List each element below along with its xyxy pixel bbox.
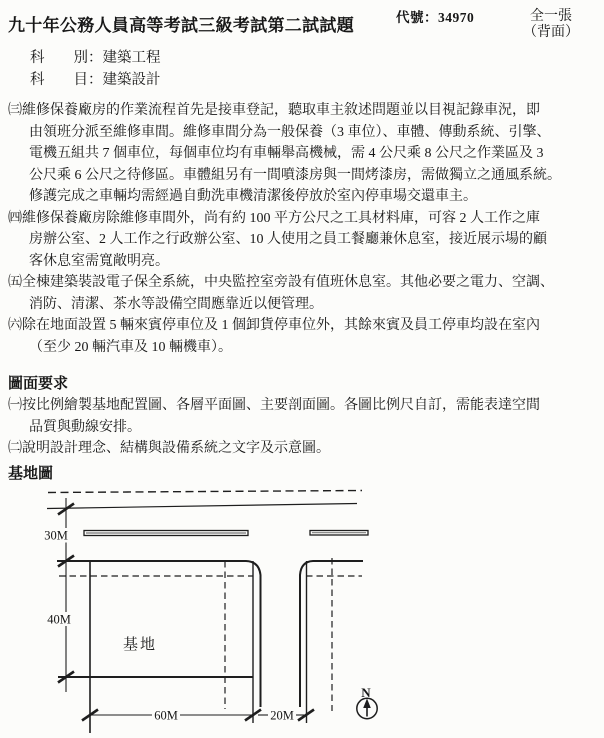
paragraph-6-line: （至少 20 輛汽車及 10 輛機車）。 [29,339,232,355]
road-centerline-dashed [48,491,362,493]
subject-category-line: 科 別：建築工程 [30,50,161,66]
paragraph-3-line: 修護完成之車輛均需經過自動洗車機清潔後停放於室內停車場交還車主。 [29,189,477,204]
north-arrow-icon [357,685,377,719]
paragraph-4-line: ㈣維修保養廠房除維修車間外，尚有約 100 平方公尺之工具材料庫，可容 2 人工作之庫 [8,210,540,226]
page-title: 九十年公務人員高等考試三級考試第二試試題 [8,16,354,35]
site-label: 基地 [122,637,158,653]
paragraph-4-line: 客休息室需寬敞明亮。 [29,253,169,269]
exam-code-label: 代號：34970 [396,10,475,25]
dimension-label-30m: 30M [44,528,68,543]
paragraph-6-line: ㈥除在地面設置 5 輛來賓停車位及 1 個卸貨停車位外，其餘來賓及員工停車均設在室內 [8,318,540,333]
dimension-label-20m: 20M [270,708,294,723]
paragraph-3-line: 由領班分派至維修車間。維修車間分為一般保養（3 車位）、車體、傳動系統、引擎、 [29,124,551,140]
paragraph-4-line: 房辦公室、2 人工作之行政辦公室、10 人使用之員工餐廳兼休息室，接近展示場的顧 [29,232,547,247]
north-label: N [361,685,371,700]
requirement-1-line: ㈠按比例繪製基地配置圖、各層平面圖、主要剖面圖。各圖比例尺自訂，需能表達空間 [8,398,540,413]
median-strip-east [310,531,368,536]
paragraph-3-line: ㈢維修保養廠房的作業流程首先是接車登記，聽取車主敘述問題並以目視記錄車況，即 [8,103,540,118]
median-strip-west [84,531,248,536]
sheet-side-label: （背面） [523,25,579,40]
site-plan-heading: 基地圖 [8,465,54,482]
dimension-label-60m: 60M [154,708,178,723]
requirement-2-line: ㈡說明設計理念、結構與設備系統之文字及示意圖。 [8,441,330,456]
paragraph-5-line: ㈤全棟建築裝設電子保全系統，中央監控室旁設有值班休息室。其他必要之電力、空調、 [8,275,554,290]
paragraph-5-line: 消防、清潔、茶水等設備空間應靠近以便管理。 [29,296,323,312]
exam-body-text [8,100,602,485]
sheet-count-label: 全一張 [530,9,572,24]
site-north-boundary-and-curb [57,561,261,707]
drawing-requirements-heading: 圖面要求 [8,375,69,392]
dimension-label-40m: 40M [47,612,71,627]
requirement-1-line: 品質與動線安排。 [29,419,141,435]
paragraph-3-line: 電機五組共 7 個車位，每個車位均有車輛舉高機械，需 4 公尺乘 8 公尺之作業區及 3 [29,146,544,161]
paragraph-3-line: 公尺乘 6 公尺之待修區。車體組另有一間噴漆房與一間烤漆房，需做獨立之通風系統。 [29,167,561,183]
site-plan-diagram [0,485,604,738]
road-north-edge-line [47,504,357,509]
subject-name-line: 科 目：建築設計 [30,72,161,88]
